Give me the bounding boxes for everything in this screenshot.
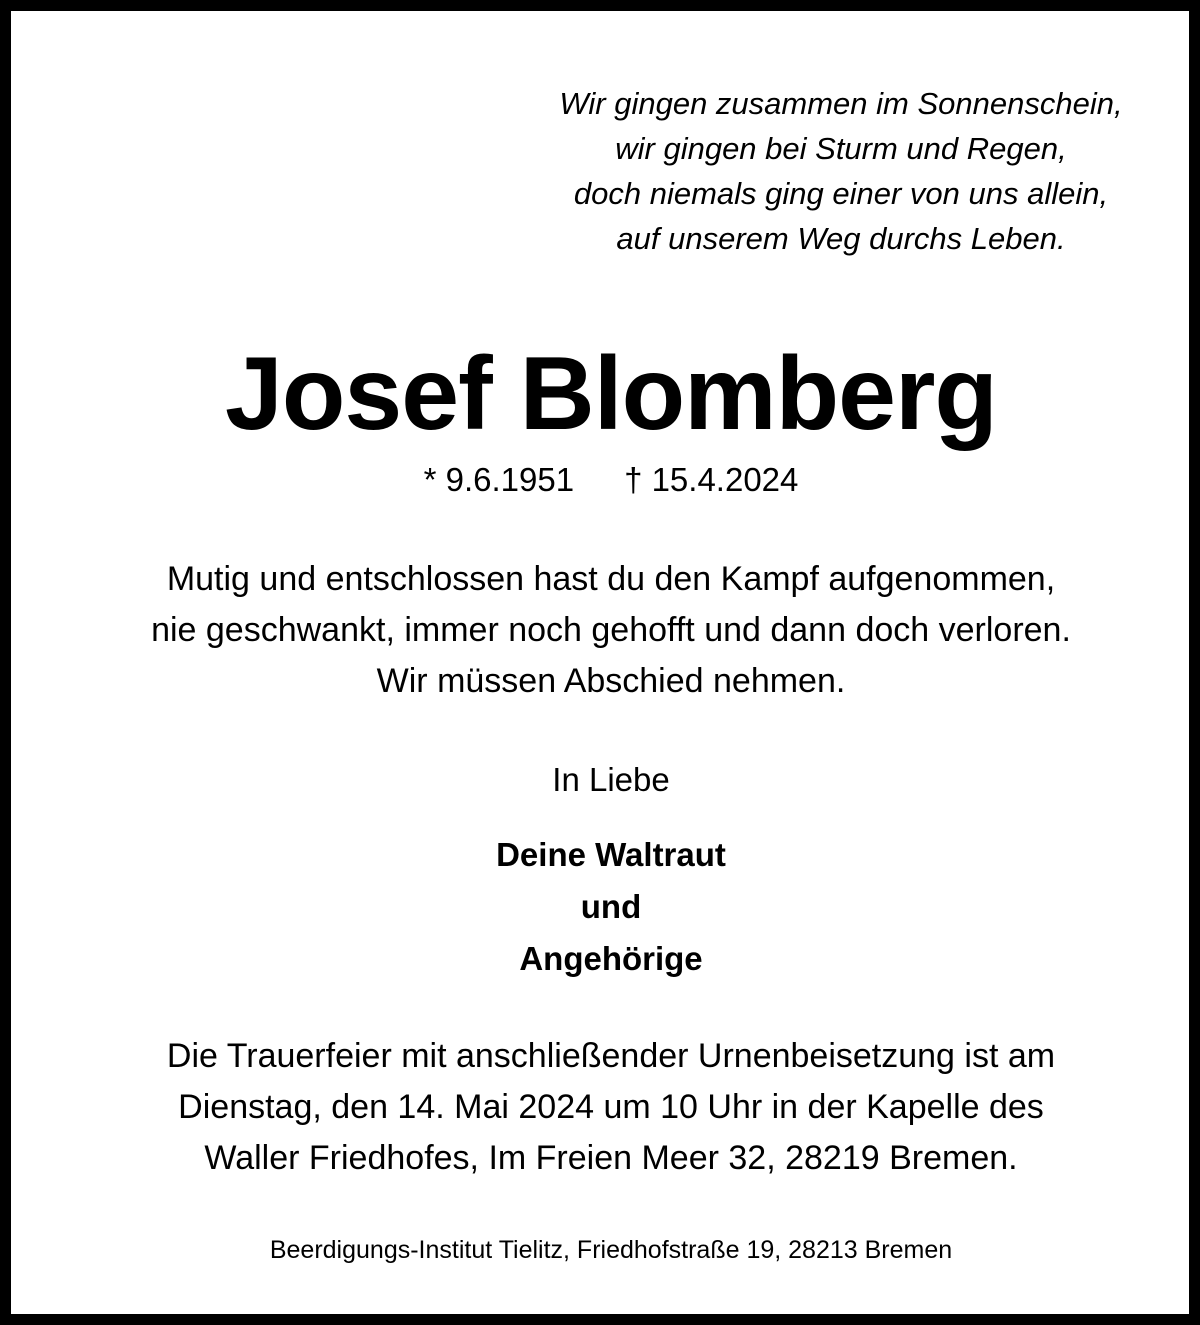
poem-line: auf unserem Weg durchs Leben. — [616, 221, 1066, 256]
closing-phrase: In Liebe — [552, 761, 670, 798]
ceremony-line: Die Trauerfeier mit anschließender Urnenbeisetzung ist am — [166, 1037, 1056, 1075]
tribute-line: nie geschwankt, immer noch gehofft und dann doch verloren. — [151, 611, 1071, 649]
ceremony-line: Dienstag, den 14. Mai 2024 um 10 Uhr in der Kapelle des — [178, 1088, 1044, 1126]
poem-line: doch niemals ging einer von uns allein, — [573, 176, 1109, 211]
family-signature — [11, 829, 1200, 985]
family-line: Angehörige — [519, 940, 703, 977]
ceremony-info — [11, 1031, 1200, 1184]
poem — [511, 81, 1171, 261]
life-dates — [11, 457, 1200, 503]
family-line: Deine Waltraut — [496, 836, 726, 873]
poem-line: wir gingen bei Sturm und Regen, — [615, 131, 1067, 166]
tribute-line: Wir müssen Abschied nehmen. — [376, 662, 846, 700]
tribute-line: Mutig und entschlossen hast du den Kampf aufgenommen, — [166, 560, 1056, 598]
tribute-text — [11, 554, 1200, 707]
birth-date: * 9.6.1951 — [423, 461, 575, 498]
deceased-name: Josef Blomberg — [225, 336, 997, 452]
ceremony-line: Waller Friedhofes, Im Freien Meer 32, 28219 Bremen. — [204, 1139, 1018, 1177]
death-date: † 15.4.2024 — [624, 461, 799, 498]
family-line: und — [580, 888, 642, 925]
poem-line: Wir gingen zusammen im Sonnenschein, — [559, 86, 1123, 121]
funeral-home-info: Beerdigungs-Institut Tielitz, Friedhofstraße 19, 28213 Bremen — [269, 1236, 953, 1264]
